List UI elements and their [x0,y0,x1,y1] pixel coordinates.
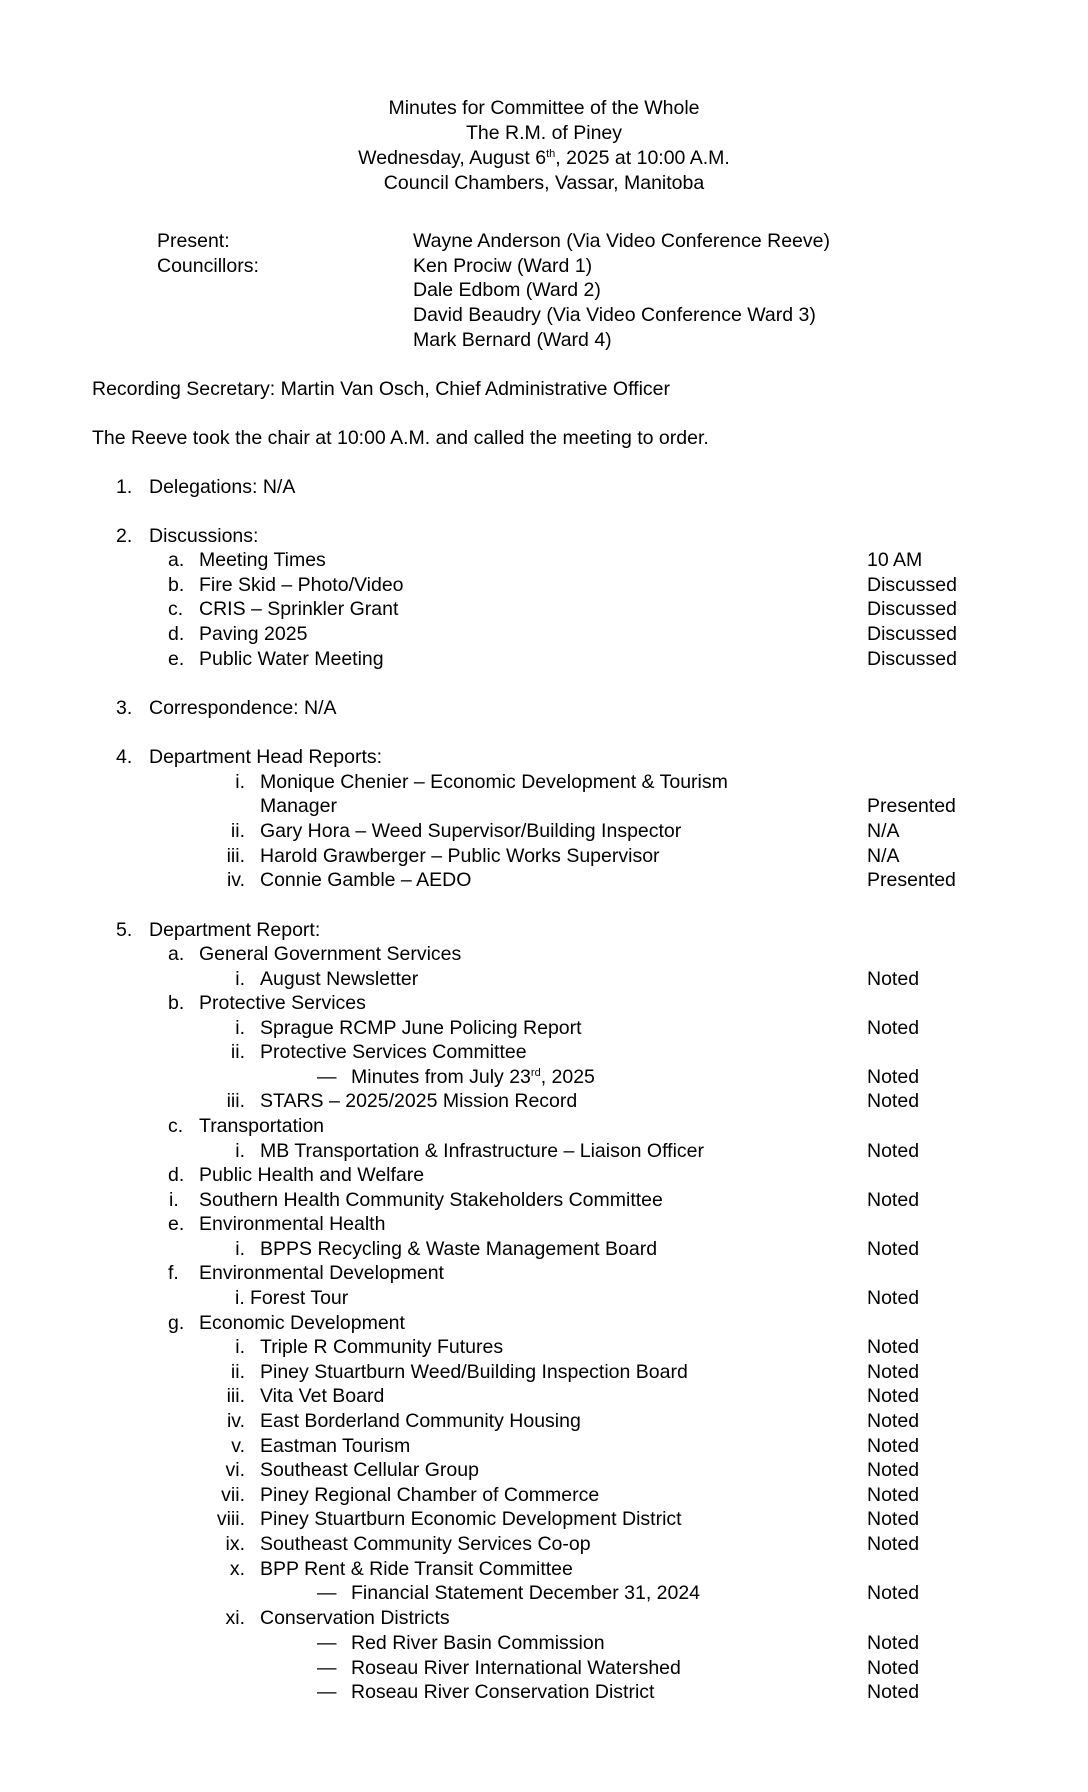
section-economic-development [0,1311,1088,1336]
status-value: Discussed [867,623,957,645]
section-label: Environmental Development [199,1262,444,1284]
section-marker: b. [168,992,185,1014]
status-value: Noted [867,1508,920,1530]
attendee: David Beaudry (Via Video Conference Ward 3) [413,304,816,326]
status-value: Noted [867,1410,920,1432]
report-row-continued [0,794,1088,819]
dash-marker: — [317,1681,337,1703]
report-row [0,868,1088,893]
item-marker: a. [168,549,185,571]
status-value: 10 AM [867,549,923,571]
discussion-row [0,573,1088,598]
status-value: Noted [867,1336,920,1358]
item-label: Forest Tour [250,1287,349,1309]
item-marker: i. [169,1189,179,1211]
label-text-suffix: , 2025 [540,1066,595,1088]
report-row [0,1434,1088,1459]
item-label [351,1065,595,1090]
item-marker: x. [229,1558,245,1580]
report-row [0,1335,1088,1360]
item-marker: vi. [225,1459,245,1481]
status-value: Discussed [867,648,957,670]
status-value: Noted [867,1632,920,1654]
item-marker: iv. [226,1410,245,1432]
item-label: Fire Skid – Photo/Video [199,574,404,596]
discussion-row [0,597,1088,622]
item-label: Piney Regional Chamber of Commerce [260,1484,600,1506]
status-value: Noted [867,1681,920,1703]
status-value: Noted [867,1435,920,1457]
date-text: Wednesday, August 6 [358,147,547,169]
agenda-item-department-head-reports [0,745,1088,770]
item-label: August Newsletter [260,968,419,990]
section-marker: d. [168,1164,185,1186]
report-row [0,1557,1088,1582]
item-label: Vita Vet Board [260,1385,385,1407]
status-value: N/A [867,845,900,867]
item-marker: i. [235,1238,245,1260]
report-subrow [0,1631,1088,1656]
date-time-text: , 2025 at 10:00 A.M. [555,147,730,169]
item-marker: i. [235,1336,245,1358]
present-label: Present: [157,230,230,252]
item-number: 2. [116,525,133,547]
item-label: Conservation Districts [260,1607,450,1629]
status-value: Noted [867,1287,920,1309]
status-value: Noted [867,1066,920,1088]
item-label: MB Transportation & Infrastructure – Liaison Officer [260,1140,705,1162]
item-label: Piney Stuartburn Economic Development District [260,1508,682,1530]
item-marker: xi. [225,1607,245,1629]
dash-marker: — [317,1066,337,1088]
item-label: BPP Rent & Ride Transit Committee [260,1558,573,1580]
status-value: Presented [867,869,956,891]
section-public-health [0,1163,1088,1188]
section-marker: g. [168,1312,185,1334]
agenda-item-correspondence [0,696,1088,721]
recording-secretary: Recording Secretary: Martin Van Osch, Chief Administrative Officer [92,378,671,400]
status-value: Noted [867,1657,920,1679]
section-label: Public Health and Welfare [199,1164,425,1186]
report-row [0,1507,1088,1532]
item-label: Southern Health Community Stakeholders Committee [199,1189,663,1211]
section-label: Economic Development [199,1312,405,1334]
item-marker: iii. [226,845,245,867]
status-value: Noted [867,1385,920,1407]
attendee: Mark Bernard (Ward 4) [413,329,612,351]
section-environmental-development [0,1261,1088,1286]
call-to-order: The Reeve took the chair at 10:00 A.M. and called the meeting to order. [92,427,709,449]
section-protective-services [0,991,1088,1016]
item-label: Financial Statement December 31, 2024 [351,1582,701,1604]
item-label: Connie Gamble – AEDO [260,869,472,891]
report-row [0,1286,1088,1311]
status-value: Discussed [867,574,957,596]
discussion-row [0,548,1088,573]
status-value: Noted [867,1582,920,1604]
item-label: Red River Basin Commission [351,1632,605,1654]
item-marker: c. [168,598,184,620]
status-value: Noted [867,1361,920,1383]
discussion-row [0,647,1088,672]
report-row [0,1483,1088,1508]
item-label: Harold Grawberger – Public Works Supervisor [260,845,660,867]
item-label: Roseau River International Watershed [351,1657,681,1679]
item-marker: i. [235,771,245,793]
item-marker: ii. [230,1361,245,1383]
item-label: Piney Stuartburn Weed/Building Inspection Board [260,1361,688,1383]
item-label: BPPS Recycling & Waste Management Board [260,1238,658,1260]
councillors-label: Councillors: [157,255,259,277]
report-row [0,967,1088,992]
section-marker: f. [168,1262,179,1284]
date-ordinal: th [546,148,556,160]
section-label: General Government Services [199,943,462,965]
section-label: Protective Services [199,992,366,1014]
attendee: Dale Edbom (Ward 2) [413,279,601,301]
report-row [0,1237,1088,1262]
report-row [0,1384,1088,1409]
item-label: Department Head Reports: [149,746,383,768]
section-marker: a. [168,943,185,965]
section-marker: c. [168,1115,184,1137]
attendee: Ken Prociw (Ward 1) [413,255,593,277]
report-row [0,1139,1088,1164]
status-value: N/A [867,820,900,842]
dash-marker: — [317,1632,337,1654]
dash-marker: — [317,1582,337,1604]
agenda-item-department-report [0,918,1088,943]
item-marker: i. [235,1140,245,1162]
item-label: Eastman Tourism [260,1435,411,1457]
dash-marker: — [317,1657,337,1679]
item-label: Public Water Meeting [199,648,384,670]
discussion-row [0,622,1088,647]
report-subrow [0,1680,1088,1705]
item-marker: b. [168,574,185,596]
item-marker: d. [168,623,185,645]
section-general-government [0,942,1088,967]
item-number: 4. [116,746,133,768]
item-marker: e. [168,648,185,670]
item-label: CRIS – Sprinkler Grant [199,598,399,620]
section-marker: e. [168,1213,185,1235]
item-marker: iii. [226,1090,245,1112]
meeting-date [0,146,1088,171]
status-value: Noted [867,968,920,990]
report-row [0,1040,1088,1065]
item-label: Department Report: [149,919,321,941]
status-value: Noted [867,1484,920,1506]
report-subrow [0,1581,1088,1606]
item-marker: v. [231,1435,245,1457]
item-label: Monique Chenier – Economic Development & Tourism [260,771,728,793]
report-row [0,1606,1088,1631]
status-value: Noted [867,1238,920,1260]
item-label: East Borderland Community Housing [260,1410,581,1432]
report-row [0,1532,1088,1557]
report-row [0,1188,1088,1213]
section-label: Transportation [199,1115,325,1137]
item-label: Southeast Community Services Co-op [260,1533,591,1555]
status-value: Noted [867,1017,920,1039]
status-value: Noted [867,1533,920,1555]
report-row [0,844,1088,869]
status-value: Discussed [867,598,957,620]
status-value: Noted [867,1140,920,1162]
item-marker: vii. [221,1484,245,1506]
report-row [0,1016,1088,1041]
item-marker: ix. [225,1533,245,1555]
item-label: Correspondence: N/A [149,697,337,719]
report-row [0,770,1088,795]
item-marker: ii. [230,820,245,842]
date-ordinal: rd [530,1067,541,1079]
report-row [0,1409,1088,1434]
item-label-continued: Manager [260,795,337,817]
item-label: Roseau River Conservation District [351,1681,655,1703]
item-label: Delegations: N/A [149,476,296,498]
item-marker: i. [235,968,245,990]
item-marker: i. [235,1017,245,1039]
item-label: Triple R Community Futures [260,1336,504,1358]
item-marker: i. [235,1287,245,1309]
item-label: Gary Hora – Weed Supervisor/Building Inspector [260,820,682,842]
organization-name: The R.M. of Piney [465,122,623,144]
report-row [0,819,1088,844]
item-marker: iii. [226,1385,245,1407]
section-transportation [0,1114,1088,1139]
item-label: Protective Services Committee [260,1041,527,1063]
item-label: Discussions: [149,525,259,547]
item-label: Paving 2025 [199,623,308,645]
label-text: Minutes from July 23 [351,1066,531,1088]
status-value: Noted [867,1459,920,1481]
status-value: Noted [867,1090,920,1112]
attendee: Wayne Anderson (Via Video Conference Reeve) [413,230,830,252]
report-row [0,1360,1088,1385]
section-label: Environmental Health [199,1213,386,1235]
section-environmental-health [0,1212,1088,1237]
item-label: Sprague RCMP June Policing Report [260,1017,582,1039]
item-marker: ii. [230,1041,245,1063]
agenda-item-discussions [0,524,1088,549]
document-title: Minutes for Committee of the Whole [388,97,700,119]
report-row [0,1458,1088,1483]
report-subrow [0,1656,1088,1681]
item-marker: viii. [216,1508,245,1530]
report-subrow [0,1065,1088,1090]
item-number: 3. [116,697,133,719]
item-number: 1. [116,476,133,498]
status-value: Noted [867,1189,920,1211]
meeting-location: Council Chambers, Vassar, Manitoba [383,172,705,194]
item-label: Southeast Cellular Group [260,1459,479,1481]
item-marker: iv. [226,869,245,891]
agenda-item-delegations [0,475,1088,500]
item-label: Meeting Times [199,549,326,571]
status-value: Presented [867,795,956,817]
report-row [0,1089,1088,1114]
item-label: STARS – 2025/2025 Mission Record [260,1090,578,1112]
item-number: 5. [116,919,133,941]
